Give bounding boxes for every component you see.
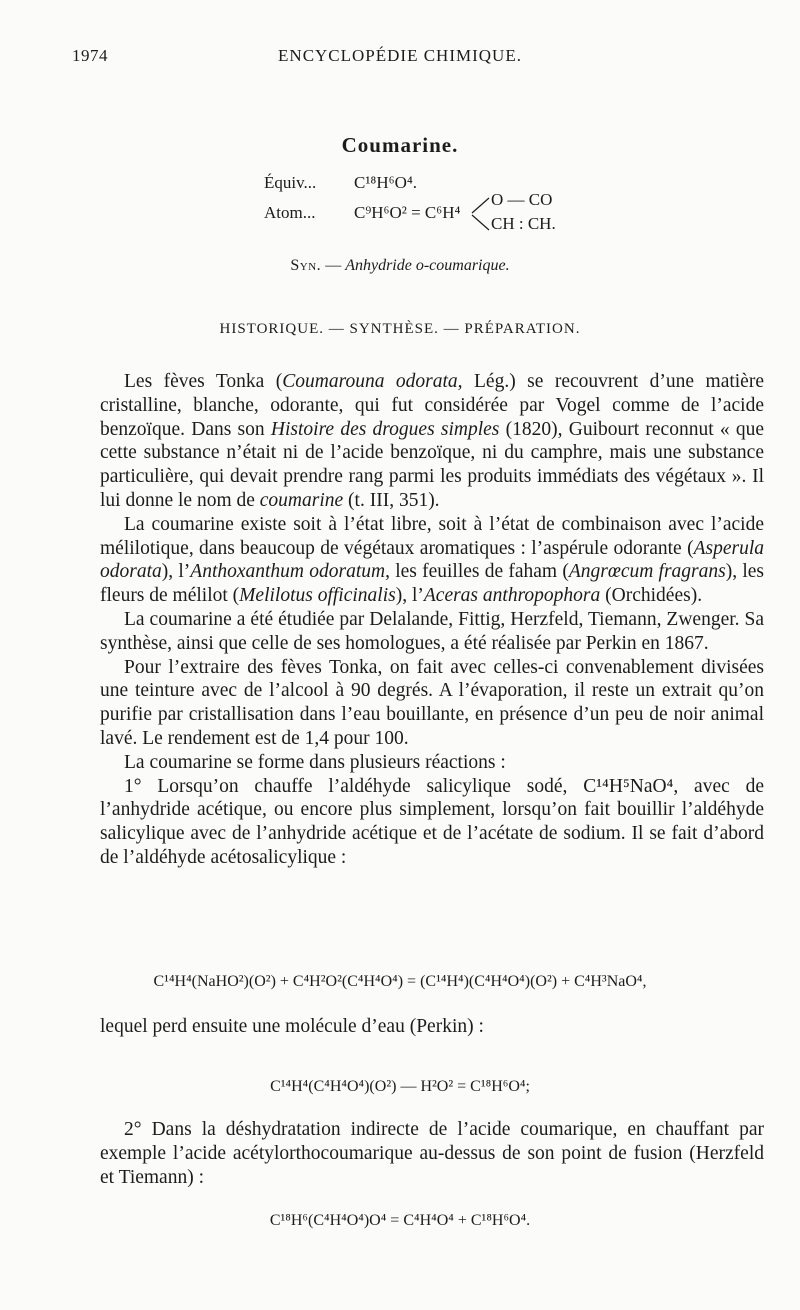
paragraph-8: 2° Dans la déshydratation indirecte de l’acide coumarique, en chauffant par exemple l’acide acétylorthocoumarique au-dessus de son point de fusion (Herzfeld et Tiemann) :	[100, 1119, 764, 1188]
atom-formula: C⁹H⁶O² = C⁶H⁴	[354, 203, 461, 222]
paragraph-2: La coumarine existe soit à l’état libre, soit à l’état de combinaison avec l’acide mélilotique, dans beaucoup de végétaux aromatiques : l’aspérule odorante (Asperula odorata), l’Anthoxanthum odoratum, les feuilles de faham (Angrœcum fragrans), les fleurs de mélilot (Melilotus officinalis), l’Aceras anthropophora (Orchidées).	[100, 513, 764, 607]
equiv-formula-row	[264, 173, 417, 193]
synonym-label: Syn.	[290, 257, 322, 274]
equation-2: C¹⁴H⁴(C⁴H⁴O⁴)(O²) — H²O² = C¹⁸H⁶O⁴;	[270, 1078, 530, 1095]
equation-3: C¹⁸H⁶(C⁴H⁴O⁴)O⁴ = C⁴H⁴O⁴ + C¹⁸H⁶O⁴.	[269, 1212, 531, 1229]
synonym-sep: —	[321, 257, 346, 274]
formula-branch-bottom: CH : CH.	[491, 214, 556, 233]
synonym-line	[0, 257, 800, 275]
atom-label: Atom...	[264, 203, 316, 222]
section-heading: HISTORIQUE. — SYNTHÈSE. — PRÉPARATION.	[219, 321, 581, 337]
body-text-upper	[100, 370, 764, 870]
equation-1: C¹⁴H⁴(NaHO²)(O²) + C⁴H²O²(C⁴H⁴O⁴) = (C¹⁴H⁴)(C⁴H⁴O⁴)(O²) + C⁴H³NaO⁴,	[153, 973, 647, 990]
paragraph-7: lequel perd ensuite une molécule d’eau (Perkin) :	[100, 1016, 484, 1037]
equiv-formula: C¹⁸H⁶O⁴.	[354, 173, 418, 192]
running-title: ENCYCLOPÉDIE CHIMIQUE.	[278, 46, 522, 65]
synonym-name: Anhydride o-coumarique.	[345, 257, 510, 274]
page-number: 1974	[72, 46, 108, 65]
paragraph-4: Pour l’extraire des fèves Tonka, on fait avec celles-ci convenablement divisées une teinture avec de l’alcool à 90 degrés. A l’évaporation, il reste un extrait qu’on purifie par cristallisation dans l’eau bouillante, en présence d’un peu de noir animal lavé. Le rendement est de 1,4 pour 100.	[100, 656, 764, 749]
paragraph-3: La coumarine a été étudiée par Delalande, Fittig, Herzfeld, Tiemann, Zwenger. Sa synthèse, ainsi que celle de ses homologues, a été réalisée par Perkin en 1867.	[100, 608, 764, 654]
formula-branch-top: O — CO	[491, 190, 553, 209]
paragraph-5: La coumarine se forme dans plusieurs réactions :	[124, 751, 506, 773]
paragraph-6: 1° Lorsqu’on chauffe l’aldéhyde salicylique sodé, C¹⁴H⁵NaO⁴, avec de l’anhydride acétique, ou encore plus simplement, lorsqu’on fait bouillir l’aldéhyde salicylique avec de l’anhydride acétique et de l’acétate de sodium. Il se fait d’abord de l’aldéhyde acétosalicylique :	[100, 775, 764, 868]
equiv-label: Équiv...	[264, 173, 317, 192]
compound-title: Coumarine.	[341, 133, 459, 157]
formula-branch-lines	[470, 192, 492, 236]
atom-formula-row	[264, 203, 460, 223]
paragraph-1: Les fèves Tonka (Coumarouna odorata, Lég.) se recouvrent d’une matière cristalline, blanche, odorante, qui fut considérée par Vogel comme de l’acide benzoïque. Dans son Histoire des drogues simples (1820), Guibourt reconnut « que cette substance n’était ni de l’acide benzoïque, ni du camphre, mais une substance particulière, qui devait prendre rang parmi les produits immédiats des végétaux ». Il lui donne le nom de coumarine (t. III, 351).	[100, 371, 764, 511]
